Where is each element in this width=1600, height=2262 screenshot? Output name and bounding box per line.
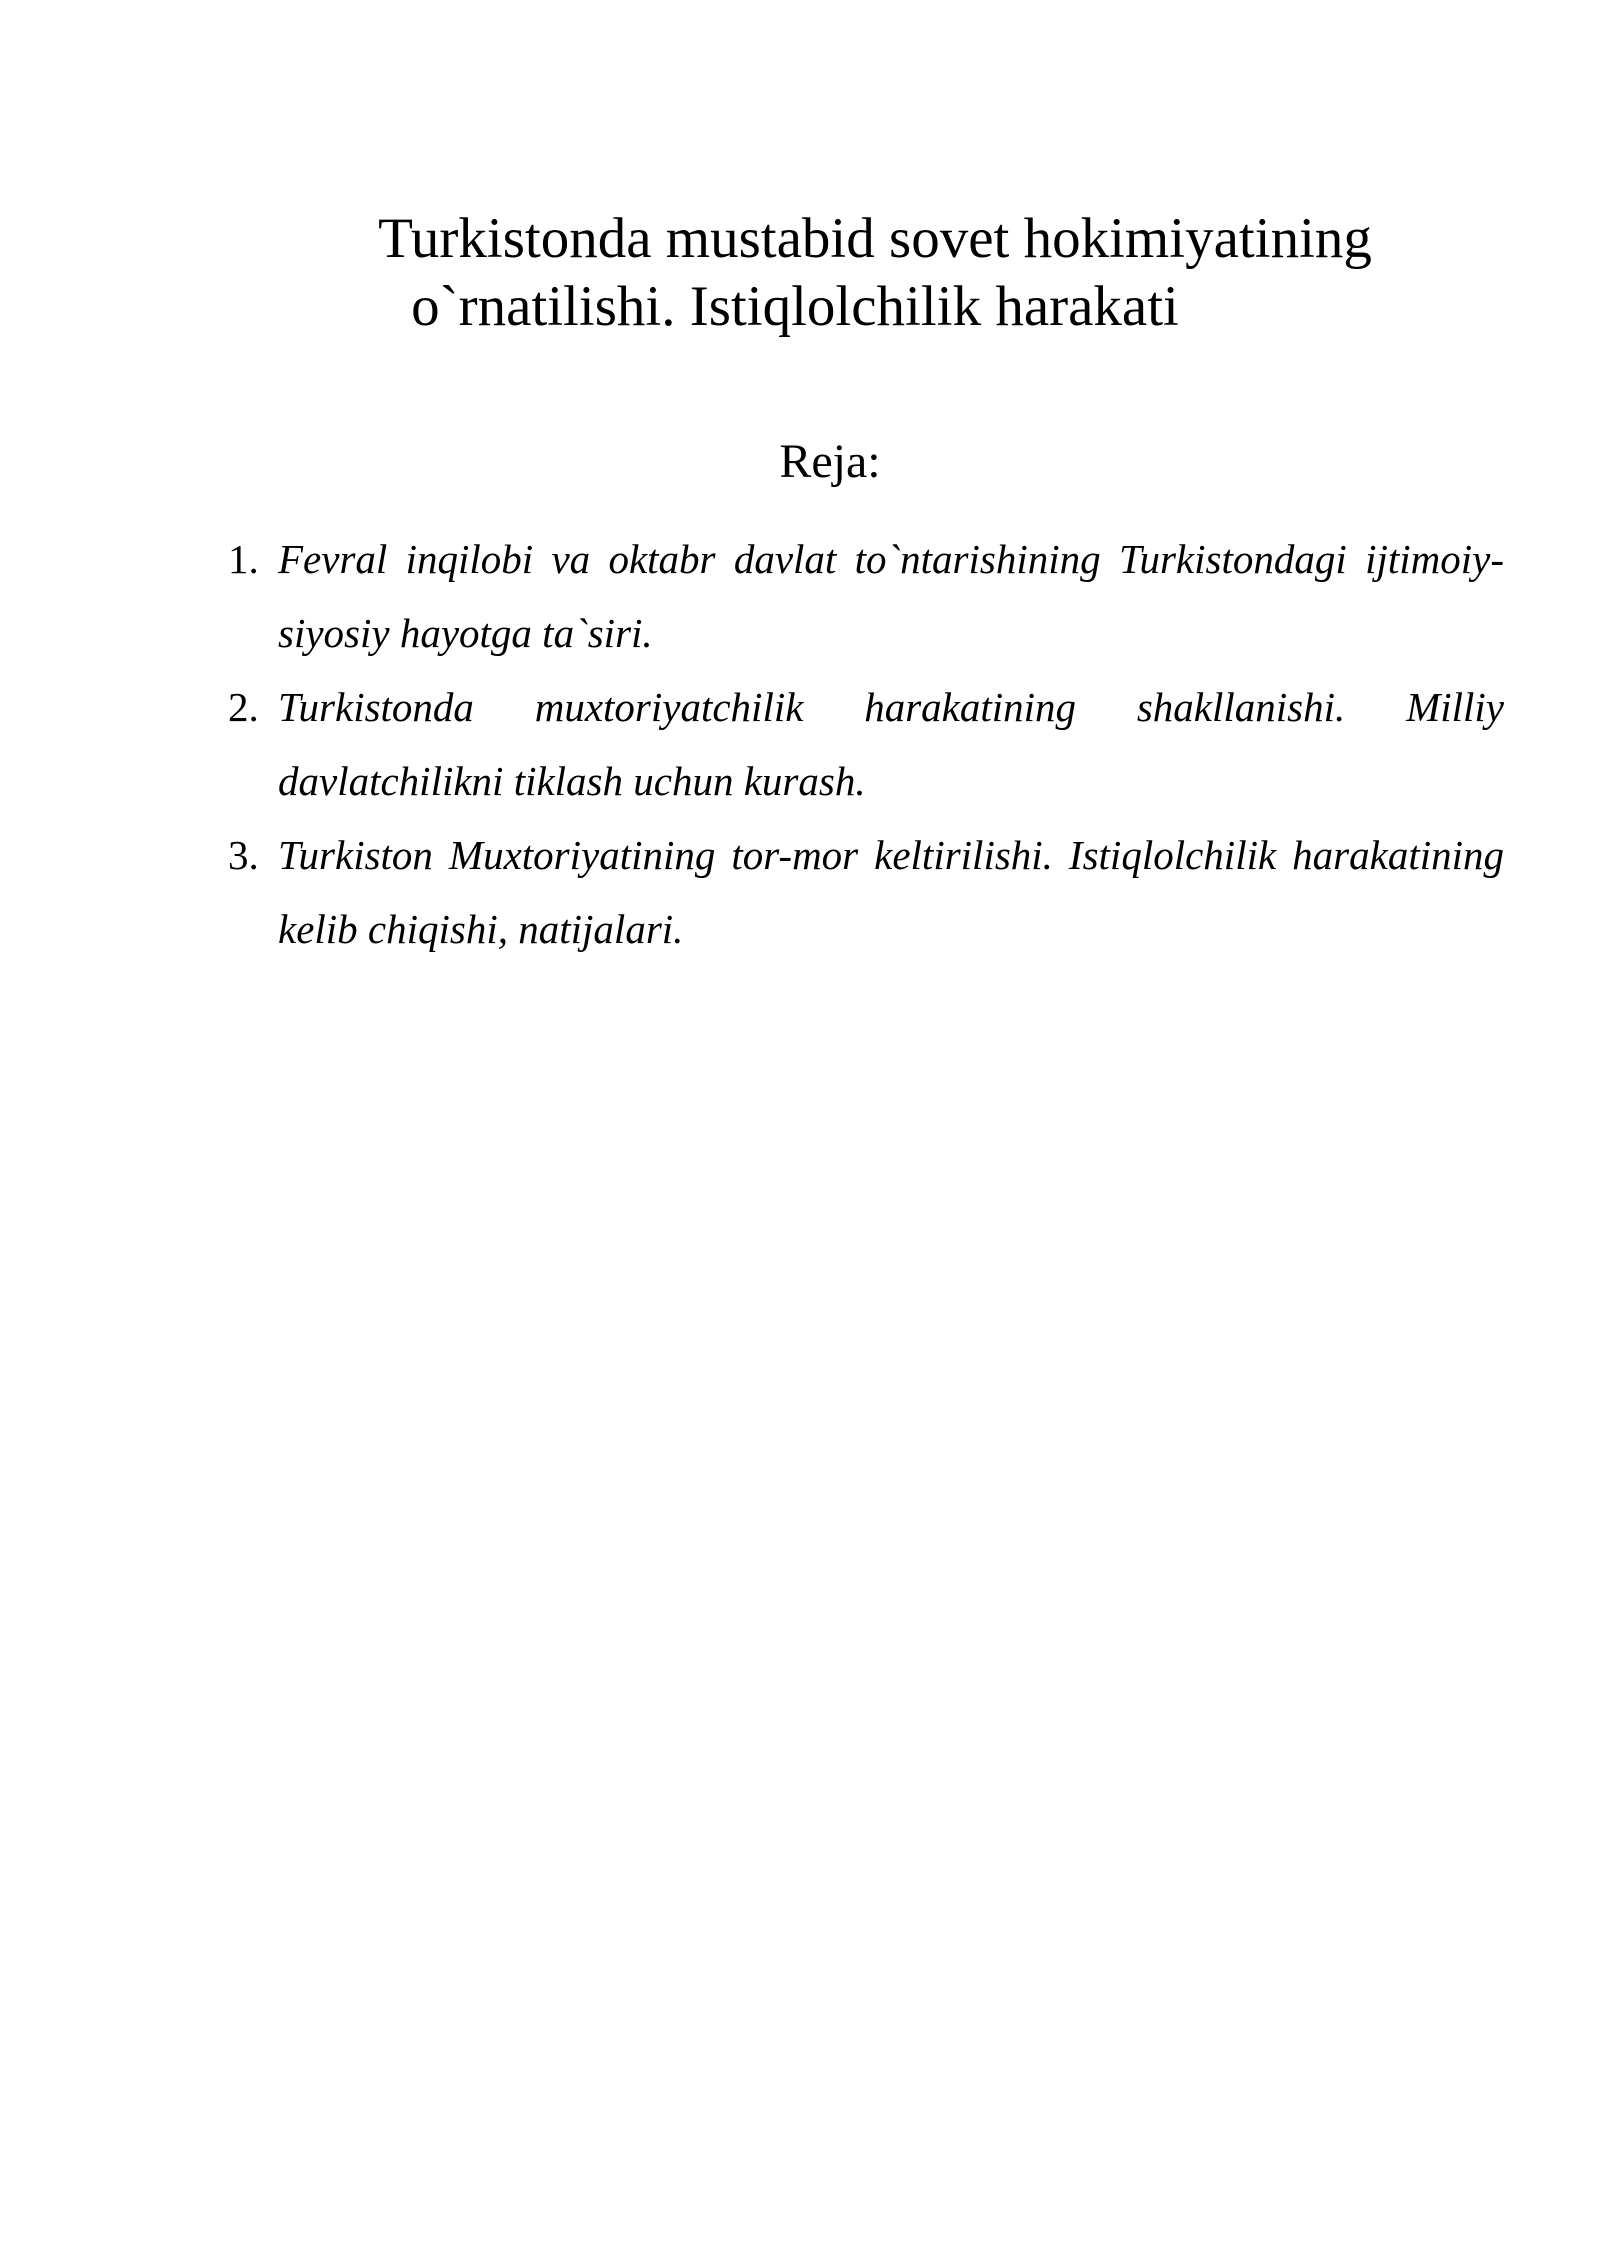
document-title	[250, 205, 1500, 341]
plan-item-2	[228, 670, 1504, 818]
plan-item-3	[228, 818, 1504, 966]
plan-item-number: 1.	[228, 536, 259, 582]
plan-item-text: Fevral inqilobi va oktabr davlat to`ntarishining Turkistondagi ijtimoiy-siyosiy hayotga ta`siri.	[278, 536, 1504, 656]
title-line-1: Turkistonda mustabid sovet hokimiyatining	[378, 207, 1372, 270]
plan-item-text: Turkistonda muxtoriyatchilik harakatining shakllanishi. Milliy davlatchilikni tiklash uchun kurash.	[278, 684, 1504, 804]
title-line-2: o`rnatilishi. Istiqlolchilik harakati	[411, 275, 1179, 338]
plan-list	[228, 522, 1504, 966]
plan-item-number: 3.	[228, 832, 259, 878]
plan-item-1	[228, 522, 1504, 670]
plan-item-number: 2.	[228, 684, 259, 730]
plan-item-text: Turkiston Muxtoriyatining tor-mor keltirilishi. Istiqlolchilik harakatining kelib chiqishi, natijalari.	[278, 832, 1504, 952]
plan-heading: Reja:	[779, 435, 881, 488]
